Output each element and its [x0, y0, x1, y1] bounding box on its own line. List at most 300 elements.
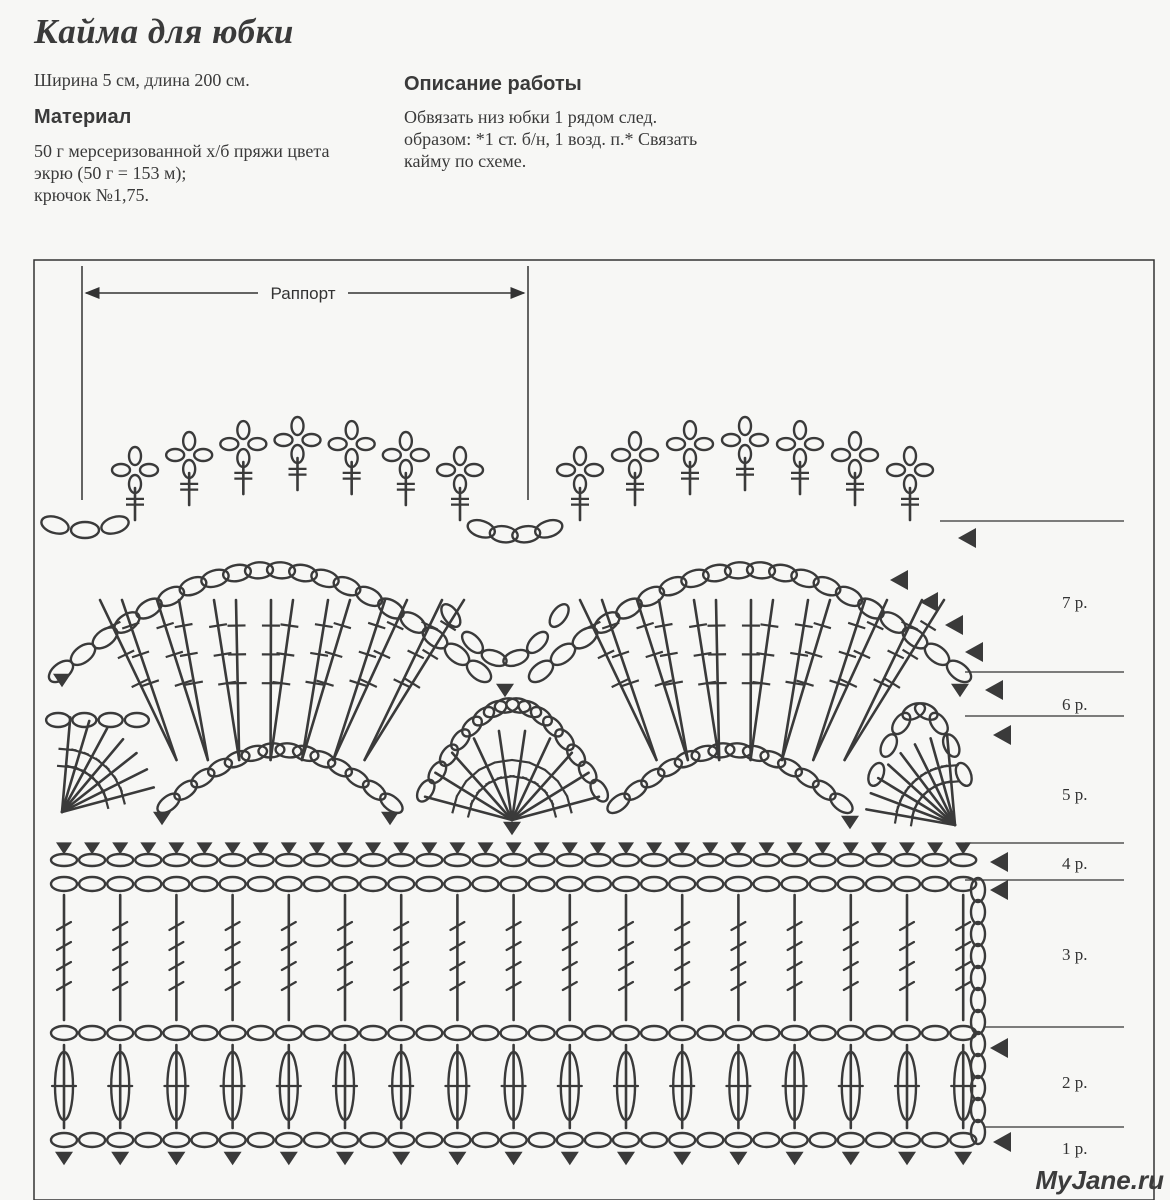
chain-stitch: [922, 1026, 948, 1040]
chain-stitch: [894, 1133, 920, 1147]
slip-stitch-triangle: [224, 1152, 242, 1166]
slip-stitch-triangle: [140, 842, 156, 854]
chain-stitch: [304, 1133, 330, 1147]
double-crochet: [782, 600, 830, 760]
chain-stitch: [775, 755, 805, 780]
chain-stitch: [697, 1026, 723, 1040]
chain-stitch: [794, 421, 806, 439]
size-text: Ширина 5 см, длина 200 см.: [34, 70, 250, 90]
chain-stitch: [552, 726, 578, 753]
slip-stitch-triangle: [197, 842, 213, 854]
chain-stitch: [557, 854, 583, 866]
chain-stitch: [904, 447, 916, 465]
chain-stitch: [248, 1026, 274, 1040]
row-label-5: 5 р.: [1062, 785, 1088, 804]
chain-stitch: [971, 988, 985, 1012]
chain-stitch: [194, 449, 212, 461]
chain-stitch: [953, 761, 975, 789]
chain-stitch: [838, 1026, 864, 1040]
chain-stitch: [353, 583, 385, 610]
chain-stitch: [342, 765, 371, 791]
chain-stitch: [754, 854, 780, 866]
chain-stitch: [325, 755, 355, 780]
slip-stitch-triangle: [337, 842, 353, 854]
chain-stitch: [894, 877, 920, 891]
slip-stitch-triangle: [730, 842, 746, 854]
row-label-1: 1 р.: [1062, 1139, 1088, 1158]
slip-stitch-triangle: [898, 1152, 916, 1166]
chain-stitch: [865, 761, 887, 789]
double-crochet: [782, 600, 808, 760]
chain-stitch: [112, 464, 130, 476]
chain-stitch: [782, 1026, 808, 1040]
slip-stitch-triangle: [225, 842, 241, 854]
slip-stitch-triangle: [393, 842, 409, 854]
stitch-crossbar: [57, 766, 75, 768]
chain-stitch: [540, 713, 567, 740]
slip-stitch-triangle: [478, 842, 494, 854]
material-heading: Материал: [34, 106, 132, 128]
slip-stitch-triangle: [280, 1152, 298, 1166]
row-label-7: 7 р.: [1062, 593, 1088, 612]
slip-stitch-triangle: [168, 842, 184, 854]
chain-stitch: [192, 877, 218, 891]
chain-stitch: [129, 447, 141, 465]
chain-stitch: [416, 1026, 442, 1040]
slip-stitch-triangle: [899, 842, 915, 854]
chain-stitch: [79, 854, 105, 866]
chain-stitch: [135, 854, 161, 866]
material-line: крючок №1,75.: [34, 185, 149, 205]
chain-stitch: [388, 877, 414, 891]
slip-stitch-triangle: [729, 1152, 747, 1166]
slip-stitch-triangle: [84, 842, 100, 854]
chain-stitch: [79, 877, 105, 891]
chain-stitch: [629, 432, 641, 450]
chain-stitch: [894, 854, 920, 866]
chain-stitch: [107, 1026, 133, 1040]
chain-stitch: [741, 743, 770, 763]
chain-stitch: [400, 432, 412, 450]
chain-stitch: [739, 417, 751, 435]
chain-stitch: [459, 713, 486, 740]
chain-stitch: [107, 1133, 133, 1147]
chain-stitch: [465, 464, 483, 476]
chain-stitch: [304, 1026, 330, 1040]
slip-stitch-triangle: [842, 1152, 860, 1166]
chain-stitch: [684, 421, 696, 439]
chain-stitch: [248, 438, 266, 450]
chain-stitch: [501, 647, 530, 669]
chain-stitch: [792, 765, 821, 791]
chain-stitch: [669, 1026, 695, 1040]
chain-stitch: [877, 732, 900, 760]
chain-stitch: [563, 741, 588, 769]
chain-stitch: [912, 700, 940, 723]
chain-stitch: [220, 877, 246, 891]
chain-stitch: [99, 513, 130, 536]
chain-stitch: [669, 1133, 695, 1147]
stitch-crossbar: [911, 809, 914, 827]
double-crochet: [302, 600, 350, 760]
chain-stitch: [192, 1026, 218, 1040]
chain-stitch: [501, 854, 527, 866]
chain-stitch: [163, 854, 189, 866]
chain-stitch: [810, 854, 836, 866]
chain-stitch: [360, 1026, 386, 1040]
chain-stitch: [887, 464, 905, 476]
slip-stitch-triangle: [617, 1152, 635, 1166]
description-heading: Описание работы: [404, 73, 582, 95]
material-line: 50 г мерсеризованной х/б пряжи цвета: [34, 141, 330, 161]
chain-stitch: [388, 1133, 414, 1147]
chain-stitch: [754, 877, 780, 891]
chain-stitch: [444, 1133, 470, 1147]
chain-stitch: [220, 1026, 246, 1040]
chain-stitch: [782, 877, 808, 891]
chain-stitch: [523, 628, 551, 656]
chain-stitch: [166, 449, 184, 461]
chain-stitch: [569, 623, 601, 652]
description-line: Обвязать низ юбки 1 рядом след.: [404, 107, 658, 127]
chain-stitch: [383, 449, 401, 461]
chain-stitch: [220, 1133, 246, 1147]
slip-stitch-triangle: [111, 1152, 129, 1166]
chain-stitch: [777, 438, 795, 450]
chain-stitch: [71, 522, 99, 538]
chain-stitch: [725, 1026, 751, 1040]
slip-stitch-triangle: [506, 842, 522, 854]
chain-stitch: [557, 464, 575, 476]
chain-stitch: [640, 449, 658, 461]
chain-stitch: [669, 854, 695, 866]
slip-stitch-triangle: [167, 1152, 185, 1166]
chain-stitch: [641, 1133, 667, 1147]
chain-stitch: [51, 854, 77, 866]
chain-stitch: [501, 1026, 527, 1040]
slip-stitch-triangle: [927, 842, 943, 854]
chain-stitch: [329, 438, 347, 450]
chain-stitch: [107, 877, 133, 891]
chain-stitch: [697, 854, 723, 866]
chain-stitch: [51, 1133, 77, 1147]
chain-stitch: [529, 854, 555, 866]
chain-stitch: [529, 1133, 555, 1147]
chain-stitch: [416, 1133, 442, 1147]
slip-stitch-triangle: [871, 842, 887, 854]
chain-stitch: [444, 877, 470, 891]
row-separators: [940, 521, 1124, 1127]
chain-stitch: [833, 583, 865, 610]
stitch-crossbar: [790, 653, 808, 656]
chain-stitch: [304, 877, 330, 891]
chain-stitch: [971, 944, 985, 968]
stitch-crossbar: [895, 806, 898, 824]
chain-stitch: [669, 877, 695, 891]
slip-stitch-triangle: [993, 1132, 1011, 1152]
chain-stitch: [638, 765, 667, 791]
stitch-chart: [39, 417, 1011, 1165]
chain-stitch: [641, 854, 667, 866]
chain-stitch: [971, 966, 985, 990]
slip-stitch-triangle: [618, 842, 634, 854]
chain-stitch: [613, 1026, 639, 1040]
chain-stitch: [332, 1133, 358, 1147]
chain-stitch: [832, 449, 850, 461]
chain-stitch: [388, 854, 414, 866]
chain-stitch: [915, 464, 933, 476]
chain-stitch: [89, 623, 121, 652]
chain-stitch: [827, 790, 856, 817]
chain-stitch: [894, 1026, 920, 1040]
row-label-4: 4 р.: [1062, 854, 1088, 873]
slip-stitch-triangle: [786, 1152, 804, 1166]
chain-stitch: [46, 713, 70, 727]
double-crochet: [302, 600, 328, 760]
slip-stitch-triangle: [965, 642, 983, 662]
slip-stitch-triangle: [954, 1152, 972, 1166]
chain-stitch: [220, 854, 246, 866]
chain-stitch: [51, 877, 77, 891]
chain-stitch: [866, 877, 892, 891]
stitch-crossbar: [457, 781, 466, 796]
chain-stitch: [473, 1026, 499, 1040]
slip-stitch-triangle: [153, 812, 171, 826]
chain-stitch: [192, 854, 218, 866]
stitch-crossbar: [315, 624, 333, 627]
chain-stitch: [922, 1133, 948, 1147]
chain-stitch: [163, 877, 189, 891]
stitch-crossbar: [689, 624, 707, 627]
slip-stitch-triangle: [449, 842, 465, 854]
chain-stitch: [448, 726, 474, 753]
stitch-crossbar: [558, 781, 567, 796]
chain-stitch: [641, 1026, 667, 1040]
stitch-crossbar: [920, 621, 935, 630]
slip-stitch-triangle: [985, 680, 1003, 700]
chain-stitch: [613, 1133, 639, 1147]
chain-stitch: [805, 438, 823, 450]
chain-stitch: [360, 854, 386, 866]
chain-stitch: [276, 1133, 302, 1147]
chain-stitch: [501, 877, 527, 891]
chain-stitch: [971, 922, 985, 946]
slip-stitch-triangle: [993, 725, 1011, 745]
chain-stitch: [621, 777, 650, 804]
chain-stitch: [782, 854, 808, 866]
chain-stitch: [416, 854, 442, 866]
chain-stitch: [135, 1026, 161, 1040]
stitch-crossbar: [209, 624, 227, 627]
slip-stitch-triangle: [561, 1152, 579, 1166]
repeat-label: Раппорт: [270, 284, 336, 303]
slip-stitch-triangle: [674, 842, 690, 854]
chain-stitch: [585, 877, 611, 891]
chain-stitch: [411, 449, 429, 461]
chain-stitch: [810, 1133, 836, 1147]
stitch-crossbar: [280, 624, 298, 627]
chain-stitch: [248, 877, 274, 891]
chain-stitch: [971, 878, 985, 902]
chain-stitch: [360, 1133, 386, 1147]
chain-stitch: [971, 900, 985, 924]
slip-stitch-triangle: [958, 528, 976, 548]
slip-stitch-triangle: [951, 684, 969, 698]
slip-stitch-triangle: [815, 842, 831, 854]
slip-stitch-triangle: [496, 684, 514, 698]
slip-stitch-triangle: [421, 842, 437, 854]
chain-stitch: [444, 1026, 470, 1040]
chain-stitch: [838, 877, 864, 891]
slip-stitch-triangle: [253, 842, 269, 854]
chain-stitch: [529, 1026, 555, 1040]
chain-stitch: [276, 1026, 302, 1040]
chain-stitch: [183, 432, 195, 450]
material-line: экрю (50 г = 153 м);: [34, 163, 187, 183]
chain-stitch: [99, 713, 123, 727]
chain-stitch: [188, 765, 217, 791]
slip-stitch-triangle: [309, 842, 325, 854]
chain-stitch: [866, 1026, 892, 1040]
chain-stitch: [613, 854, 639, 866]
slip-stitch-triangle: [920, 592, 938, 612]
chain-stitch: [725, 854, 751, 866]
chain-stitch: [171, 777, 200, 804]
chain-stitch: [585, 1133, 611, 1147]
chain-stitch: [697, 1133, 723, 1147]
slip-stitch-triangle: [955, 842, 971, 854]
chain-stitch: [140, 464, 158, 476]
chain-stitch: [292, 417, 304, 435]
chain-stitch: [750, 434, 768, 446]
slip-stitch-triangle: [381, 812, 399, 826]
chain-stitch: [971, 1054, 985, 1078]
chain-stitch: [357, 438, 375, 450]
slip-stitch-triangle: [562, 842, 578, 854]
chain-stitch: [971, 1032, 985, 1056]
chain-stitch: [585, 464, 603, 476]
chain-stitch: [811, 573, 843, 598]
slip-stitch-triangle: [646, 842, 662, 854]
slip-stitch-triangle: [503, 822, 521, 836]
slip-stitch-triangle: [673, 1152, 691, 1166]
chain-stitch: [346, 421, 358, 439]
chain-stitch: [332, 877, 358, 891]
chain-stitch: [192, 1133, 218, 1147]
stitch-crossbar: [494, 760, 512, 763]
chain-stitch: [922, 854, 948, 866]
page-title: Кайма для юбки: [34, 12, 294, 51]
chain-stitch: [971, 1120, 985, 1144]
row-label-3: 3 р.: [1062, 945, 1088, 964]
slip-stitch-triangle: [702, 842, 718, 854]
chain-stitch: [275, 434, 293, 446]
chain-stitch: [971, 1098, 985, 1122]
watermark-logo: MyJane.ru: [1035, 1165, 1164, 1195]
chain-stitch: [612, 449, 630, 461]
chain-stitch: [546, 601, 573, 630]
chain-stitch: [303, 434, 321, 446]
chain-stitch: [248, 1133, 274, 1147]
chain-stitch: [574, 447, 586, 465]
stitch-crossbar: [310, 653, 328, 656]
description-line: кайму по схеме.: [404, 151, 527, 171]
chain-stitch: [444, 854, 470, 866]
chain-stitch: [725, 1133, 751, 1147]
chain-stitch: [79, 1133, 105, 1147]
stitch-crossbar: [512, 760, 530, 763]
slip-stitch-triangle: [945, 615, 963, 635]
slip-stitch-triangle: [890, 570, 908, 590]
chain-stitch: [557, 1133, 583, 1147]
slip-stitch-triangle: [365, 842, 381, 854]
chain-stitch: [613, 877, 639, 891]
slip-stitch-triangle: [336, 1152, 354, 1166]
chain-stitch: [950, 854, 976, 866]
slip-stitch-triangle: [56, 842, 72, 854]
chain-stitch: [437, 464, 455, 476]
chain-stitch: [248, 854, 274, 866]
chain-stitch: [72, 713, 96, 727]
chain-stitch: [107, 854, 133, 866]
chain-stitch: [697, 877, 723, 891]
chain-stitch: [557, 877, 583, 891]
chain-stitch: [866, 854, 892, 866]
chain-stitch: [332, 1026, 358, 1040]
chain-stitch: [163, 1133, 189, 1147]
chain-stitch: [473, 854, 499, 866]
stitch-crossbar: [795, 624, 813, 627]
chain-stitch: [473, 1133, 499, 1147]
chain-stitch: [473, 877, 499, 891]
chain-stitch: [971, 1010, 985, 1034]
chain-stitch: [125, 713, 149, 727]
chain-stitch: [135, 877, 161, 891]
chain-stitch: [810, 777, 839, 804]
slip-stitch-triangle: [990, 1038, 1008, 1058]
stitch-crossbar: [423, 650, 438, 659]
chain-stitch: [849, 432, 861, 450]
chain-stitch: [276, 877, 302, 891]
chain-stitch: [332, 854, 358, 866]
chain-stitch: [237, 421, 249, 439]
slip-stitch-triangle: [448, 1152, 466, 1166]
stitch-crossbar: [903, 650, 918, 659]
slip-stitch-triangle: [392, 1152, 410, 1166]
chain-stitch: [690, 743, 719, 763]
chain-stitch: [722, 434, 740, 446]
chain-stitch: [220, 438, 238, 450]
chain-stitch: [695, 438, 713, 450]
chain-stitch: [501, 1133, 527, 1147]
chain-stitch: [454, 447, 466, 465]
chain-stitch: [135, 1133, 161, 1147]
slip-stitch-triangle: [787, 842, 803, 854]
chain-stitch: [754, 1133, 780, 1147]
chain-stitch: [866, 1133, 892, 1147]
chain-stitch: [940, 732, 963, 760]
chain-stitch: [276, 854, 302, 866]
chain-stitch: [51, 1026, 77, 1040]
chain-stitch: [39, 513, 70, 536]
chain-stitch: [585, 854, 611, 866]
slip-stitch-triangle: [590, 842, 606, 854]
slip-stitch-triangle: [281, 842, 297, 854]
chain-stitch: [388, 1026, 414, 1040]
slip-stitch-triangle: [55, 1152, 73, 1166]
chain-stitch: [557, 1026, 583, 1040]
description-line: образом: *1 ст. б/н, 1 возд. п.* Связать: [404, 129, 698, 149]
